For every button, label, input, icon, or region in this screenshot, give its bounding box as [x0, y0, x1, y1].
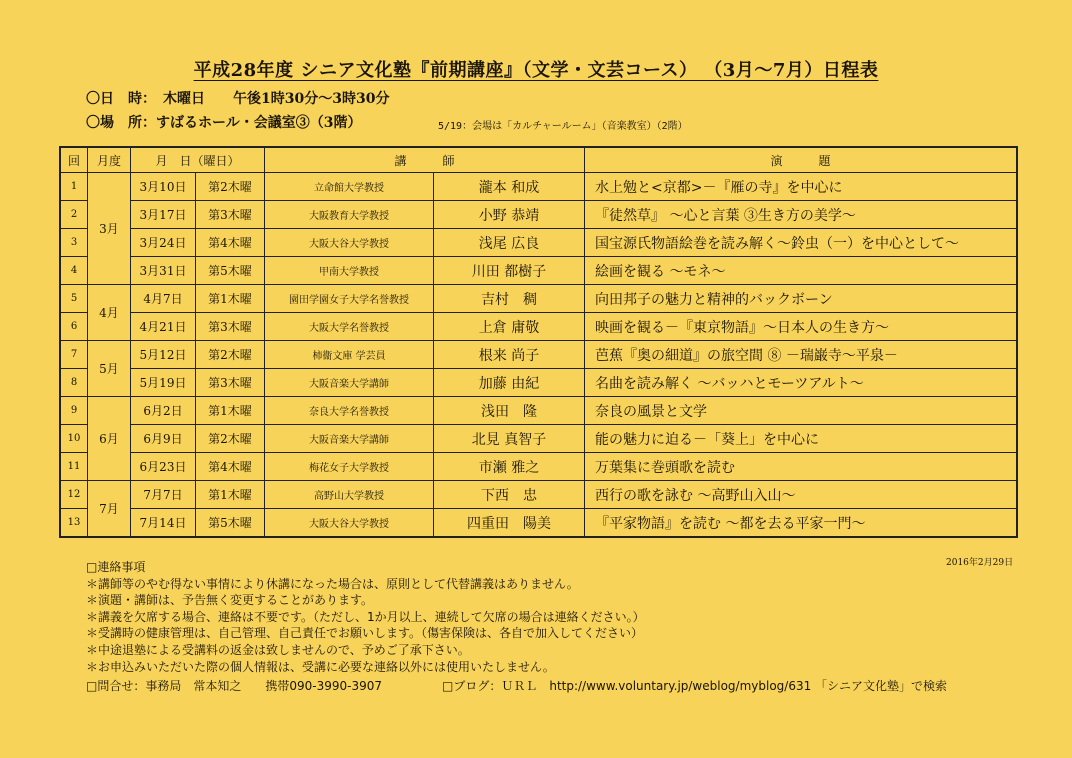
header-no: 回: [60, 147, 88, 173]
weekday-cell: 第4木曜: [196, 453, 265, 481]
table-row: [60, 173, 1017, 201]
session-number: 3: [60, 229, 88, 257]
date-cell: 7月14日: [131, 509, 196, 538]
weekday-cell: 第2木曜: [196, 425, 265, 453]
date-cell: 6月23日: [131, 453, 196, 481]
lecturer-name-cell: 四重田 陽美: [434, 509, 585, 538]
session-number: 10: [60, 425, 88, 453]
date-cell: 5月12日: [131, 341, 196, 369]
month-cell: 5月: [88, 341, 131, 397]
note-item: ＊講師等のやむ得ない事情により休講になった場合は、原則として代替講義はありません。: [86, 576, 579, 591]
affiliation-cell: 梅花女子大学教授: [265, 453, 434, 481]
topic-cell: 絵画を観る ～モネ～: [585, 257, 1018, 285]
topic-cell: 国宝源氏物語絵巻を読み解く～鈴虫（一）を中心として～: [585, 229, 1018, 257]
lecturer-name-cell: 加藤 由紀: [434, 369, 585, 397]
table-row: [60, 509, 1017, 538]
topic-cell: 向田邦子の魅力と精神的バックボーン: [585, 285, 1018, 313]
session-number: 2: [60, 201, 88, 229]
affiliation-cell: 柿衞文庫 学芸員: [265, 341, 434, 369]
affiliation-cell: 立命館大学教授: [265, 173, 434, 201]
topic-cell: 水上勉と<京都>－『雁の寺』を中心に: [585, 173, 1018, 201]
month-cell: 4月: [88, 285, 131, 341]
table-header-row: [60, 147, 1017, 173]
date-cell: 6月2日: [131, 397, 196, 425]
date-cell: 3月31日: [131, 257, 196, 285]
session-number: 5: [60, 285, 88, 313]
session-number: 11: [60, 453, 88, 481]
topic-cell: 西行の歌を詠む ～高野山入山～: [585, 481, 1018, 509]
place-info: 〇場 所：すばるホール・会議室③（3階）: [86, 115, 362, 131]
header-lecturer: 講 師: [265, 147, 585, 173]
affiliation-cell: 大阪大学名誉教授: [265, 313, 434, 341]
weekday-cell: 第1木曜: [196, 285, 265, 313]
topic-cell: 芭蕉『奥の細道』の旅空間 ⑧ －瑞巌寺～平泉－: [585, 341, 1018, 369]
table-row: [60, 257, 1017, 285]
weekday-cell: 第1木曜: [196, 481, 265, 509]
lecturer-name-cell: 下西 忠: [434, 481, 585, 509]
affiliation-cell: 甲南大学教授: [265, 257, 434, 285]
session-number: 13: [60, 509, 88, 538]
lecturer-name-cell: 上倉 庸敬: [434, 313, 585, 341]
date-cell: 4月21日: [131, 313, 196, 341]
weekday-cell: 第3木曜: [196, 369, 265, 397]
session-number: 4: [60, 257, 88, 285]
table-row: [60, 425, 1017, 453]
weekday-cell: 第4木曜: [196, 229, 265, 257]
weekday-cell: 第2木曜: [196, 173, 265, 201]
table-row: [60, 341, 1017, 369]
contact-info: □問合せ：事務局 常本知之 携帯090-3990-3907: [86, 679, 382, 693]
affiliation-cell: 大阪音楽大学講師: [265, 369, 434, 397]
note-item: ＊講義を欠席する場合、連絡は不要です。（ただし、1か月以上、連続して欠席の場合は連絡ください。）: [86, 609, 645, 624]
month-cell: 6月: [88, 397, 131, 481]
notes-section: [86, 559, 645, 675]
affiliation-cell: 大阪教育大学教授: [265, 201, 434, 229]
date-cell: 5月19日: [131, 369, 196, 397]
weekday-cell: 第3木曜: [196, 201, 265, 229]
lecturer-name-cell: 瀧本 和成: [434, 173, 585, 201]
date-cell: 4月7日: [131, 285, 196, 313]
topic-cell: 名曲を読み解く ～バッハとモーツアルト～: [585, 369, 1018, 397]
topic-cell: 『徒然草』 ～心と言葉 ③生き方の美学～: [585, 201, 1018, 229]
affiliation-cell: 大阪音楽大学講師: [265, 425, 434, 453]
date-cell: 3月17日: [131, 201, 196, 229]
date-stamp: 2016年2月29日: [946, 558, 1014, 568]
topic-cell: 『平家物語』を読む ～都を去る平家一門～: [585, 509, 1018, 538]
table-row: [60, 229, 1017, 257]
page-title: 平成28年度 シニア文化塾『前期講座』（文学・文芸コース） （3月～7月）日程表: [193, 60, 879, 81]
lecturer-name-cell: 吉村 稠: [434, 285, 585, 313]
table-row: [60, 453, 1017, 481]
lecturer-name-cell: 根来 尚子: [434, 341, 585, 369]
date-cell: 3月10日: [131, 173, 196, 201]
session-number: 7: [60, 341, 88, 369]
weekday-cell: 第1木曜: [196, 397, 265, 425]
place-note: 5/19：会場は「カルチャールーム」（音楽教室）（2階）: [438, 121, 688, 132]
affiliation-cell: 園田学園女子大学名誉教授: [265, 285, 434, 313]
schedule-table: [59, 146, 1018, 538]
topic-cell: 万葉集に巻頭歌を読む: [585, 453, 1018, 481]
affiliation-cell: 大阪大谷大学教授: [265, 229, 434, 257]
lecturer-name-cell: 北見 真智子: [434, 425, 585, 453]
table-row: [60, 397, 1017, 425]
topic-cell: 映画を観る－『東京物語』～日本人の生き方～: [585, 313, 1018, 341]
header-topic: 演 題: [585, 147, 1018, 173]
session-number: 1: [60, 173, 88, 201]
lecturer-name-cell: 市瀬 雅之: [434, 453, 585, 481]
month-cell: 7月: [88, 481, 131, 538]
month-cell: 3月: [88, 173, 131, 285]
table-row: [60, 285, 1017, 313]
session-number: 8: [60, 369, 88, 397]
note-item: ＊中途退塾による受講料の返金は致しませんので、予めご了承下さい。: [86, 642, 470, 657]
note-item: ＊受講時の健康管理は、自己管理、自己責任でお願いします。（傷害保険は、各自で加入してください）: [86, 626, 644, 641]
table-row: [60, 481, 1017, 509]
note-item: ＊お申込みいただいた際の個人情報は、受講に必要な連絡以外には使用いたしません。: [86, 659, 555, 674]
weekday-cell: 第2木曜: [196, 341, 265, 369]
date-cell: 3月24日: [131, 229, 196, 257]
table-row: [60, 369, 1017, 397]
header-month: 月度: [88, 147, 131, 173]
blog-info: □ブログ：ＵＲＬ http://www.voluntary.jp/weblog/myblog/631 「シニア文化塾」で検索: [442, 679, 948, 693]
date-cell: 6月9日: [131, 425, 196, 453]
table-row: [60, 201, 1017, 229]
session-number: 12: [60, 481, 88, 509]
topic-cell: 能の魅力に迫る－「葵上」を中心に: [585, 425, 1018, 453]
affiliation-cell: 大阪大谷大学教授: [265, 509, 434, 538]
lecturer-name-cell: 小野 恭靖: [434, 201, 585, 229]
affiliation-cell: 高野山大学教授: [265, 481, 434, 509]
time-info: 〇日 時： 木曜日 午後1時30分～3時30分: [86, 91, 390, 107]
notes-heading: □連絡事項: [86, 560, 146, 574]
topic-cell: 奈良の風景と文学: [585, 397, 1018, 425]
lecturer-name-cell: 浅尾 広良: [434, 229, 585, 257]
lecturer-name-cell: 浅田 隆: [434, 397, 585, 425]
header-date: 月 日（曜日）: [131, 147, 265, 173]
weekday-cell: 第5木曜: [196, 257, 265, 285]
lecturer-name-cell: 川田 都樹子: [434, 257, 585, 285]
date-cell: 7月7日: [131, 481, 196, 509]
affiliation-cell: 奈良大学名誉教授: [265, 397, 434, 425]
session-number: 9: [60, 397, 88, 425]
weekday-cell: 第5木曜: [196, 509, 265, 538]
note-item: ＊演題・講師は、予告無く変更することがあります。: [86, 593, 374, 608]
table-row: [60, 313, 1017, 341]
session-number: 6: [60, 313, 88, 341]
weekday-cell: 第3木曜: [196, 313, 265, 341]
